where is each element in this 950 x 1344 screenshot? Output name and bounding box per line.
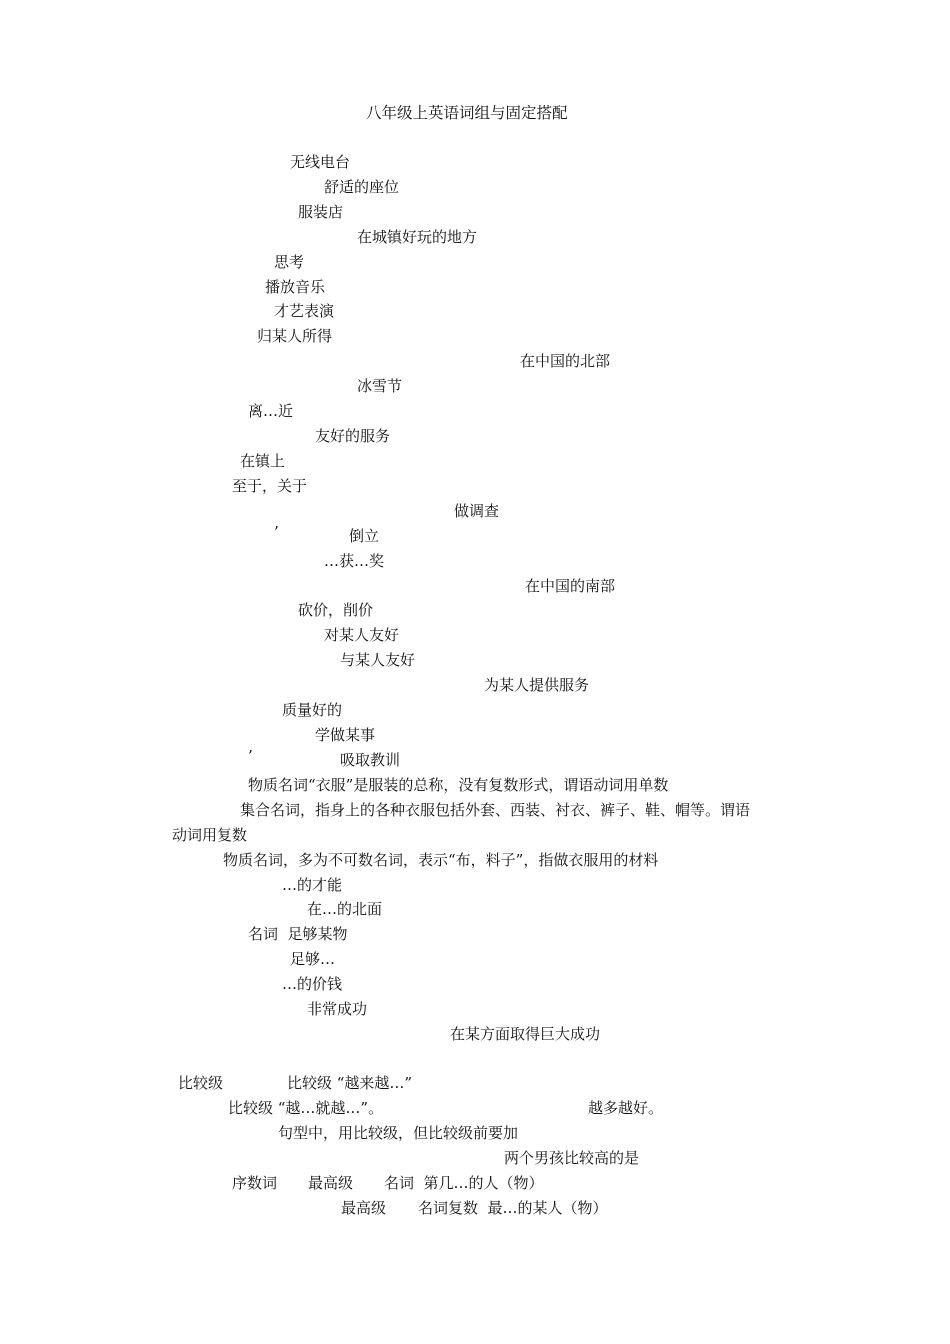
text-line: 学做某事 <box>315 726 376 744</box>
text-line: 动词用复数 <box>172 826 248 844</box>
text-line: …的才能 <box>282 876 343 894</box>
text-line: 名词复数 最…的某人（物） <box>418 1199 608 1217</box>
text-line: 为某人提供服务 <box>484 676 590 694</box>
text-line: 舒适的座位 <box>324 178 400 196</box>
text-line: 思考 <box>274 253 305 271</box>
text-line: 在中国的北部 <box>520 352 611 370</box>
text-line: 物质名词“衣服”是服装的总称，没有复数形式，谓语动词用单数 <box>248 776 669 794</box>
text-line: 服装店 <box>298 203 344 221</box>
text-line: 集合名词，指身上的各种衣服包括外套、西装、衬衣、裤子、鞋、帽等。谓语 <box>240 801 751 819</box>
text-line: 做调查 <box>454 502 500 520</box>
text-line: …获…奖 <box>324 552 385 570</box>
text-line: 质量好的 <box>282 701 343 719</box>
text-line: 越多越好。 <box>588 1099 664 1117</box>
text-line: 物质名词，多为不可数名词，表示“布，料子”，指做衣服用的材料 <box>223 851 659 869</box>
text-line: 句型中，用比较级，但比较级前要加 <box>278 1124 519 1142</box>
text-line: 名词 足够某物 <box>248 925 348 943</box>
text-line: 冰雪节 <box>357 377 403 395</box>
text-line: 最高级 <box>341 1199 387 1217</box>
apostrophe-mark: ’ <box>274 523 279 541</box>
text-line: 离…近 <box>248 402 294 420</box>
apostrophe-mark: ’ <box>248 747 253 765</box>
text-line: 倒立 <box>349 527 380 545</box>
text-line: 名词 第几…的人（物） <box>384 1174 544 1192</box>
text-line: 非常成功 <box>307 1000 368 1018</box>
text-line: 序数词 <box>232 1174 278 1192</box>
text-line: 比较级 <box>178 1074 224 1092</box>
text-line: 在中国的南部 <box>525 577 616 595</box>
text-line: 播放音乐 <box>265 278 326 296</box>
text-line: 友好的服务 <box>315 427 391 445</box>
text-line: 与某人友好 <box>340 651 416 669</box>
text-line: 吸取教训 <box>340 751 401 769</box>
text-line: 归某人所得 <box>257 327 333 345</box>
text-line: …的价钱 <box>282 975 343 993</box>
text-line: 砍价，削价 <box>298 601 374 619</box>
text-line: 最高级 <box>308 1174 354 1192</box>
text-line: 足够… <box>290 950 336 968</box>
text-line: 才艺表演 <box>274 302 335 320</box>
text-line: 比较级 “越…就越…”。 <box>228 1099 384 1117</box>
text-line: 在某方面取得巨大成功 <box>450 1025 601 1043</box>
text-line: 在…的北面 <box>307 900 383 918</box>
text-line: 对某人友好 <box>324 626 400 644</box>
text-line: 在城镇好玩的地方 <box>357 228 478 246</box>
text-line: 无线电台 <box>290 153 351 171</box>
text-line: 两个男孩比较高的是 <box>504 1149 640 1167</box>
text-line: 至于，关于 <box>232 477 308 495</box>
text-line: 在镇上 <box>240 452 286 470</box>
text-line: 比较级 “越来越…” <box>287 1074 413 1092</box>
document-title: 八年级上英语词组与固定搭配 <box>366 104 568 122</box>
